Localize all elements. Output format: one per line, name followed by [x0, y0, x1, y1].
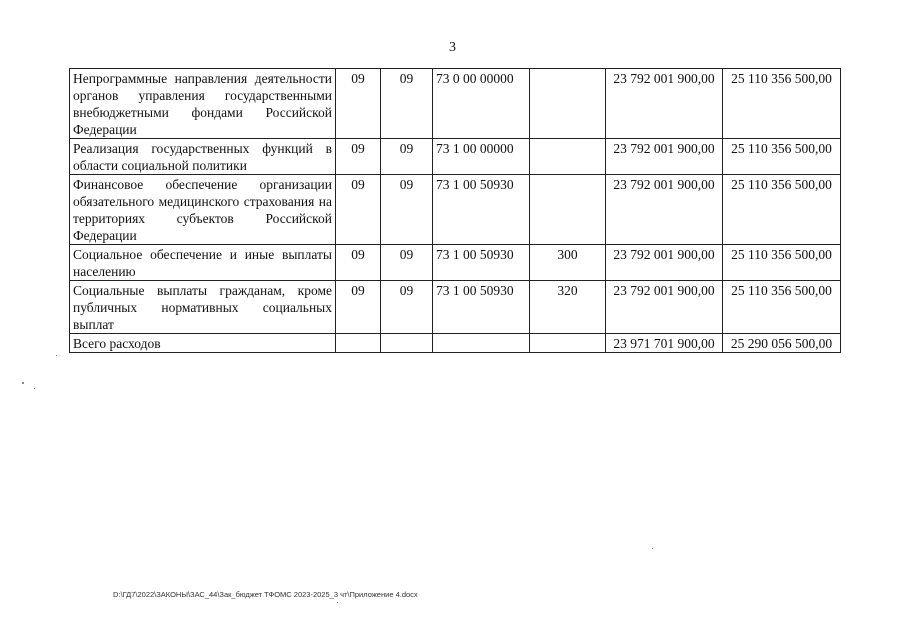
table-row: [70, 69, 841, 139]
cell-amount-2: 25 290 056 500,00: [723, 334, 841, 353]
cell-amount-1: 23 792 001 900,00: [606, 245, 723, 281]
table-row: [70, 334, 841, 353]
cell-section: 09: [336, 175, 381, 245]
table-row: [70, 281, 841, 334]
cell-name: Финансовое обеспечение организации обязательного медицинского страхования на территориях субъектов Российской Федерации: [70, 175, 336, 245]
cell-amount-2: 25 110 356 500,00: [723, 175, 841, 245]
cell-amount-1: 23 792 001 900,00: [606, 69, 723, 139]
table-row: [70, 245, 841, 281]
cell-amount-1: 23 792 001 900,00: [606, 281, 723, 334]
scan-speck: [34, 388, 35, 389]
cell-subsection: 09: [381, 175, 433, 245]
cell-expense-type: [530, 69, 606, 139]
cell-expense-type: 300: [530, 245, 606, 281]
scan-speck: [337, 602, 338, 603]
budget-table-body: [70, 69, 841, 353]
cell-section: 09: [336, 245, 381, 281]
cell-expense-type: [530, 139, 606, 175]
cell-amount-2: 25 110 356 500,00: [723, 139, 841, 175]
cell-amount-2: 25 110 356 500,00: [723, 245, 841, 281]
scan-speck: [56, 355, 57, 356]
cell-name: Социальное обеспечение и иные выплаты населению: [70, 245, 336, 281]
cell-subsection: 09: [381, 69, 433, 139]
budget-table: [69, 68, 841, 353]
cell-name: Непрограммные направления деятельности органов управления государственными внебюджетными фондами Российской Федерации: [70, 69, 336, 139]
cell-subsection: 09: [381, 139, 433, 175]
cell-subsection: [381, 334, 433, 353]
cell-section: 09: [336, 281, 381, 334]
cell-amount-1: 23 792 001 900,00: [606, 139, 723, 175]
cell-target-article: 73 1 00 50930: [433, 175, 530, 245]
cell-amount-2: 25 110 356 500,00: [723, 69, 841, 139]
cell-target-article: 73 1 00 50930: [433, 245, 530, 281]
cell-name: Социальные выплаты гражданам, кроме публичных нормативных социальных выплат: [70, 281, 336, 334]
cell-amount-1: 23 971 701 900,00: [606, 334, 723, 353]
cell-target-article: 73 1 00 50930: [433, 281, 530, 334]
cell-expense-type: [530, 175, 606, 245]
cell-section: [336, 334, 381, 353]
table-row: [70, 175, 841, 245]
cell-subsection: 09: [381, 245, 433, 281]
page-number: 3: [449, 40, 456, 55]
cell-name: Реализация государственных функций в области социальной политики: [70, 139, 336, 175]
cell-subsection: 09: [381, 281, 433, 334]
scan-speck: [652, 548, 653, 549]
table-row: [70, 139, 841, 175]
cell-amount-1: 23 792 001 900,00: [606, 175, 723, 245]
scan-speck: [22, 382, 24, 384]
cell-target-article: 73 0 00 00000: [433, 69, 530, 139]
cell-target-article: [433, 334, 530, 353]
cell-section: 09: [336, 69, 381, 139]
cell-name: Всего расходов: [70, 334, 336, 353]
footer-file-path: D:\ГД7\2022\ЗАКОНЫ\ЗАС_44\Зак_бюджет ТФОМС 2023-2025_3 чт\Приложение 4.docx: [113, 590, 418, 599]
cell-expense-type: [530, 334, 606, 353]
cell-target-article: 73 1 00 00000: [433, 139, 530, 175]
cell-expense-type: 320: [530, 281, 606, 334]
cell-amount-2: 25 110 356 500,00: [723, 281, 841, 334]
cell-section: 09: [336, 139, 381, 175]
